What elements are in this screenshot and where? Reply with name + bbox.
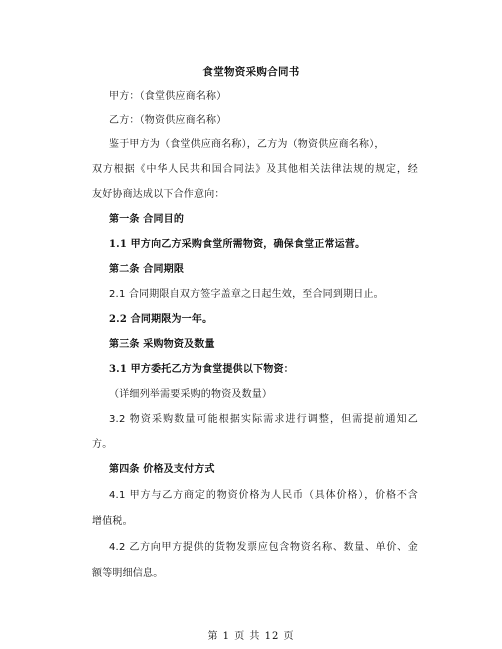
clause-4-1-line-1: 4.1 甲方与乙方商定的物资价格为人民币（具体价格），价格不含	[109, 490, 418, 501]
preamble-line-3: 友好协商达成以下合作意向：	[92, 189, 225, 200]
clause-2-2: 2.2 合同期限为一年。	[109, 314, 213, 325]
preamble-line-2: 双方根据《中华人民共和国合同法》及其他相关法律法规的规定，经	[92, 164, 418, 175]
page-footer: 第 1 页 共 12 页	[207, 631, 295, 642]
preamble-line-1: 鉴于甲方为（食堂供应商名称），乙方为（物资供应商名称），	[109, 139, 385, 150]
materials-placeholder: （详细列举需要采购的物资及数量）	[109, 389, 273, 400]
article-1-heading: 第一条 合同目的	[109, 214, 185, 225]
clause-1-1: 1.1 甲方向乙方采购食堂所需物资，确保食堂正常运营。	[109, 239, 366, 250]
clause-2-1: 2.1 合同期限自双方签字盖章之日起生效，至合同到期日止。	[109, 289, 384, 300]
article-4-heading: 第四条 价格及支付方式	[109, 464, 215, 475]
article-2-heading: 第二条 合同期限	[109, 264, 185, 275]
clause-4-2-line-1: 4.2 乙方向甲方提供的货物发票应包含物资名称、数量、单价、金	[109, 542, 418, 553]
clause-4-2-line-2: 额等明细信息。	[92, 568, 164, 579]
clause-3-2-line-1: 3.2 物资采购数量可能根据实际需求进行调整，但需提前通知乙	[109, 414, 418, 425]
clause-3-1: 3.1 甲方委托乙方为食堂提供以下物资：	[109, 364, 294, 375]
clause-4-1-line-2: 增值税。	[92, 516, 133, 527]
document-title: 食堂物资采购合同书	[202, 66, 300, 78]
party-a-line: 甲方：（食堂供应商名称）	[109, 91, 227, 102]
article-3-heading: 第三条 采购物资及数量	[109, 339, 215, 350]
clause-3-2-line-2: 方。	[92, 439, 113, 450]
party-b-line: 乙方：（物资供应商名称）	[109, 115, 227, 126]
